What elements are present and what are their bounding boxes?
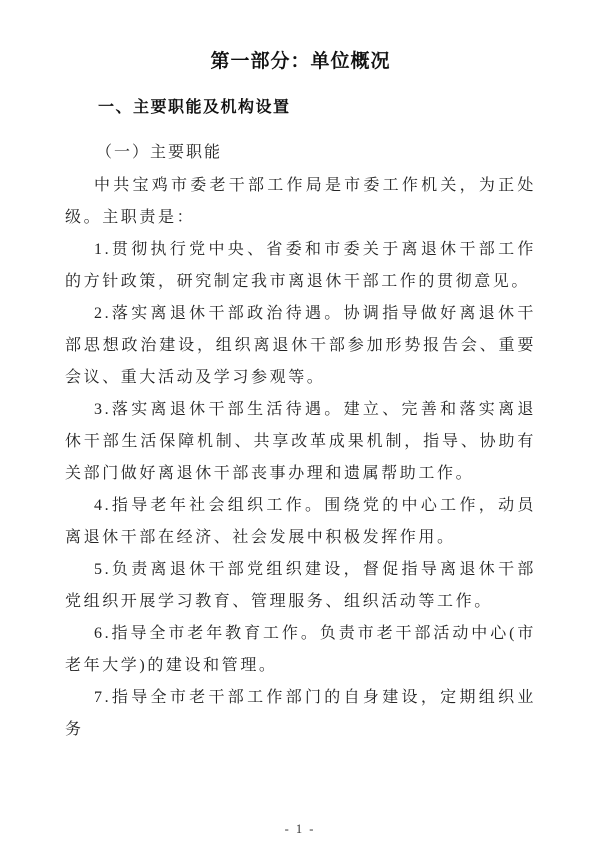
body-paragraph: 2.落实离退休干部政治待遇。协调指导做好离退休干部思想政治建设，组织离退休干部参加形势报告会、重要会议、重大活动及学习参观等。 [65,305,536,386]
body-paragraph: 3.落实离退休干部生活待遇。建立、完善和落实离退休干部生活保障机制、共享改革成果机制，指导、协助有关部门做好离退休干部丧事办理和遗属帮助工作。 [65,401,536,482]
subsection-heading: （一）主要职能 [96,144,223,161]
body-paragraph: 1.贯彻执行党中央、省委和市委关于离退休干部工作的方针政策，研究制定我市离退休干部工作的贯彻意见。 [65,241,536,290]
body-paragraph: 中共宝鸡市委老干部工作局是市委工作机关，为正处级。主职责是： [65,177,536,226]
page-number: - 1 - [284,822,316,836]
document-title: 第一部分：单位概况 [210,51,391,72]
body-paragraph: 5.负责离退休干部党组织建设，督促指导离退休干部党组织开展学习教育、管理服务、组织活动等工作。 [65,561,536,610]
body-paragraph: 6.指导全市老年教育工作。负责市老干部活动中心(市老年大学)的建设和管理。 [65,625,536,674]
section-heading: 一、主要职能及机构设置 [98,99,291,116]
document-body [65,170,536,746]
body-paragraph: 4.指导老年社会组织工作。围绕党的中心工作，动员离退休干部在经济、社会发展中积极发挥作用。 [65,497,536,546]
body-paragraph: 7.指导全市老干部工作部门的自身建设，定期组织业务 [65,689,536,738]
